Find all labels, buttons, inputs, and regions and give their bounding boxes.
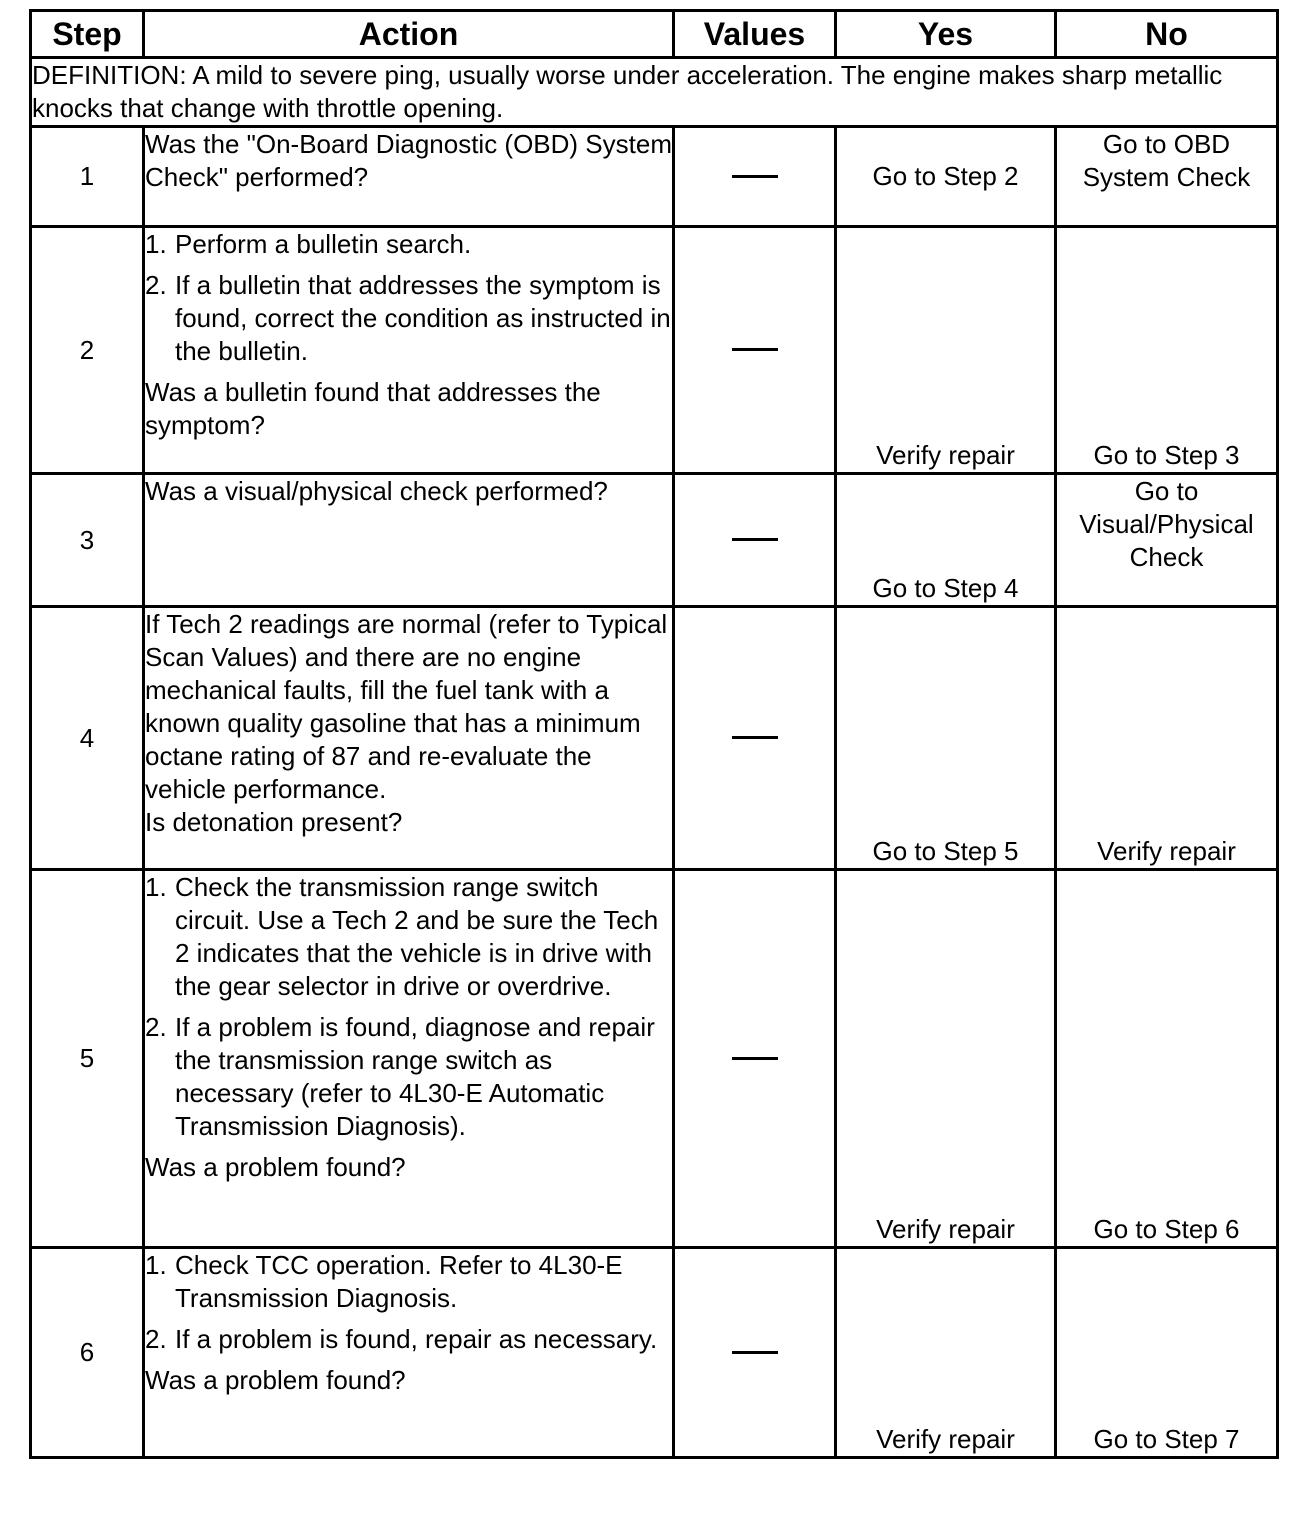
no-result: Go to Step 6 [1056, 870, 1278, 1248]
no-result: Go to OBD System Check [1056, 127, 1278, 227]
empty-value-dash [732, 348, 778, 351]
yes-result: Verify repair [836, 1248, 1056, 1458]
empty-value-dash [732, 538, 778, 541]
no-result: Go to Step 3 [1056, 227, 1278, 474]
action-question: Was a bulletin found that addresses the symptom? [145, 377, 601, 440]
table-row [31, 127, 1278, 227]
item-text: If a problem is found, repair as necessary. [175, 1324, 658, 1354]
definition-text: DEFINITION: A mild to severe ping, usually worse under acceleration. The engine makes sharp metallic knocks that change with throttle opening. [31, 58, 1278, 127]
empty-value-dash [732, 1057, 778, 1060]
values-cell [674, 474, 836, 607]
action-item [145, 871, 672, 1003]
step-number: 1 [31, 127, 144, 227]
action-cell [144, 127, 674, 227]
action-cell [144, 607, 674, 870]
action-question: Was a problem found? [145, 1365, 406, 1395]
step-number: 4 [31, 607, 144, 870]
header-values: Values [674, 11, 836, 58]
table-row [31, 474, 1278, 607]
action-question: Is detonation present? [145, 807, 403, 837]
action-question: Was a problem found? [145, 1152, 406, 1182]
empty-value-dash [732, 1351, 778, 1354]
no-result: Go to Step 7 [1056, 1248, 1278, 1458]
values-cell [674, 227, 836, 474]
action-question: Was a visual/physical check performed? [145, 476, 608, 506]
item-text: If a bulletin that addresses the symptom is found, correct the condition as instructed in the bulletin. [175, 270, 671, 366]
action-item [145, 1323, 672, 1356]
item-text: If a problem is found, diagnose and repair the transmission range switch as necessary (refer to 4L30-E Automatic Transmission Diagnosis). [175, 1012, 655, 1141]
no-result: Verify repair [1056, 607, 1278, 870]
action-item [145, 1249, 672, 1315]
action-question: Was the "On-Board Diagnostic (OBD) System Check" performed? [145, 129, 672, 192]
step-number: 3 [31, 474, 144, 607]
yes-result: Go to Step 5 [836, 607, 1056, 870]
step-number: 5 [31, 870, 144, 1248]
values-cell [674, 607, 836, 870]
action-item [145, 269, 672, 368]
action-cell [144, 227, 674, 474]
no-result: Go to Visual/Physical Check [1056, 474, 1278, 607]
values-cell [674, 870, 836, 1248]
action-cell [144, 870, 674, 1248]
item-number: 2. [145, 1324, 167, 1354]
yes-result: Go to Step 2 [836, 127, 1056, 227]
item-number: 1. [145, 229, 167, 259]
empty-value-dash [732, 736, 778, 739]
item-number: 2. [145, 270, 167, 300]
action-cell [144, 474, 674, 607]
yes-result: Verify repair [836, 870, 1056, 1248]
table-row [31, 870, 1278, 1248]
yes-result: Verify repair [836, 227, 1056, 474]
table-row [31, 227, 1278, 474]
header-no: No [1056, 11, 1278, 58]
empty-value-dash [732, 175, 778, 178]
header-row [31, 11, 1278, 58]
item-text: Perform a bulletin search. [175, 229, 472, 259]
table-row [31, 1248, 1278, 1458]
action-cell [144, 1248, 674, 1458]
header-step: Step [31, 11, 144, 58]
item-number: 2. [145, 1012, 167, 1042]
item-text: Check TCC operation. Refer to 4L30-E Transmission Diagnosis. [175, 1250, 623, 1313]
action-item [145, 228, 672, 261]
item-text: Check the transmission range switch circuit. Use a Tech 2 and be sure the Tech 2 indicates that the vehicle is in drive with the gear selector in drive or overdrive. [175, 872, 659, 1001]
item-number: 1. [145, 1250, 167, 1280]
table-row [31, 607, 1278, 870]
item-number: 1. [145, 872, 167, 902]
step-number: 6 [31, 1248, 144, 1458]
header-action: Action [144, 11, 674, 58]
action-body: If Tech 2 readings are normal (refer to Typical Scan Values) and there are no engine mechanical faults, fill the fuel tank with a known quality gasoline that has a minimum octane rating of 87 and re-evaluate the vehicle performance. [145, 609, 668, 804]
values-cell [674, 127, 836, 227]
header-yes: Yes [836, 11, 1056, 58]
action-item [145, 1011, 672, 1143]
yes-result: Go to Step 4 [836, 474, 1056, 607]
definition-row [31, 58, 1278, 127]
step-number: 2 [31, 227, 144, 474]
diagnostic-table [29, 9, 1279, 1459]
values-cell [674, 1248, 836, 1458]
